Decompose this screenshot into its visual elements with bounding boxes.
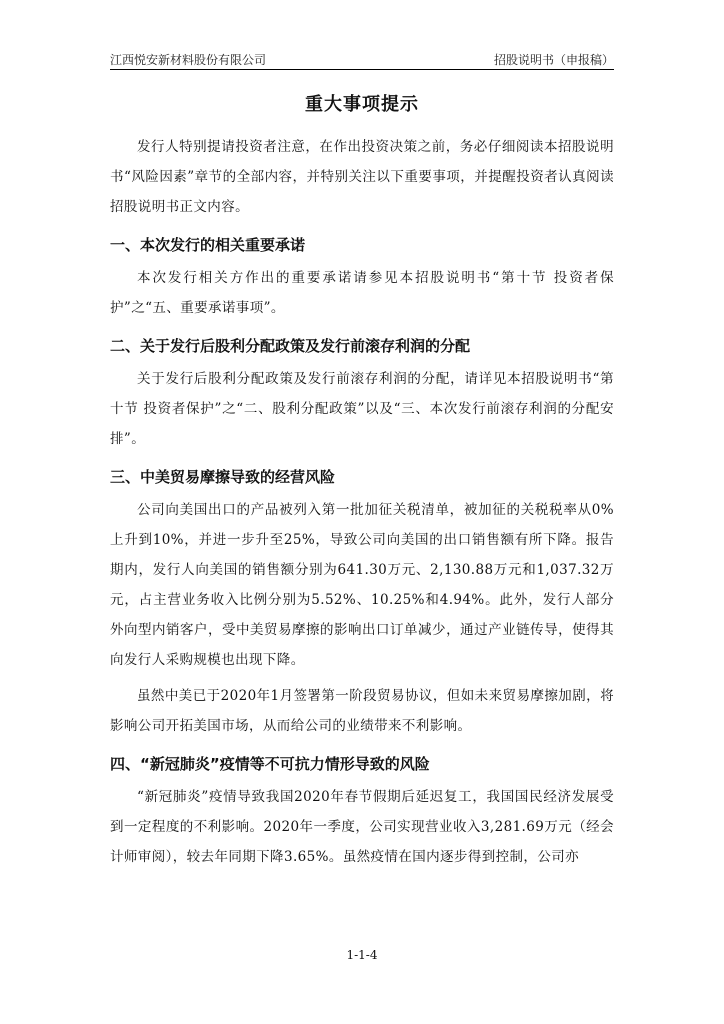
section-1-paragraph-1: 本次发行相关方作出的重要承诺请参见本招股说明书“第十节 投资者保护”之“五、重要承诺事项”。 bbox=[110, 270, 614, 316]
header-company: 江西悦安新材料股份有限公司 bbox=[110, 53, 267, 67]
page-number: 1-1-4 bbox=[346, 948, 378, 962]
section-3-heading: 三、中美贸易摩擦导致的经营风险 bbox=[110, 468, 336, 486]
section-1-heading: 一、本次发行的相关重要承诺 bbox=[110, 236, 306, 254]
section-4-paragraph-1: “新冠肺炎”疫情导致我国2020年春节假期后延迟复工，我国国民经济发展受到一定程度的不利影响。2020年一季度，公司实现营业收入3,281.69万元（经会计师审阅），较去年同期下降3.65%。虽然疫情在国内逐步得到控制，公司亦 bbox=[110, 789, 614, 865]
section-2-paragraph-1: 关于发行后股利分配政策及发行前滚存利润的分配，请详见本招股说明书“第十节 投资者保护”之“二、股利分配政策”以及“三、本次发行前滚存利润的分配安排”。 bbox=[110, 371, 614, 447]
section-4-heading: 四、“新冠肺炎”疫情等不可抗力情形导致的风险 bbox=[110, 755, 430, 773]
header-doc-type: 招股说明书（申报稿） bbox=[493, 53, 614, 67]
section-3-paragraph-2: 虽然中美已于2020年1月签署第一阶段贸易协议，但如未来贸易摩擦加剧，将影响公司开拓美国市场，从而给公司的业绩带来不利影响。 bbox=[110, 688, 614, 734]
document-body bbox=[110, 90, 614, 878]
page-title: 重大事项提示 bbox=[305, 94, 419, 115]
page-header bbox=[110, 50, 614, 68]
header-divider bbox=[110, 69, 614, 70]
intro-paragraph: 发行人特别提请投资者注意，在作出投资决策之前，务必仔细阅读本招股说明书“风险因素”章节的全部内容，并特别关注以下重要事项，并提醒投资者认真阅读招股说明书正文内容。 bbox=[110, 139, 614, 215]
section-2-heading: 二、关于发行后股利分配政策及发行前滚存利润的分配 bbox=[110, 337, 471, 355]
section-3-paragraph-1: 公司向美国出口的产品被列入第一批加征关税清单，被加征的关税税率从0%上升到10%，并进一步升至25%，导致公司向美国的出口销售额有所下降。报告期内，发行人向美国的销售额分别为641.30万元、2,130.88万元和1,037.32万元，占主营业务收入比例分别为5.52%、10.25%和4.94%。此外，发行人部分外向型内销客户，受中美贸易摩擦的影响出口订单减少，通过产业链传导，使得其向发行人采购规模也出现下降。 bbox=[110, 502, 614, 668]
